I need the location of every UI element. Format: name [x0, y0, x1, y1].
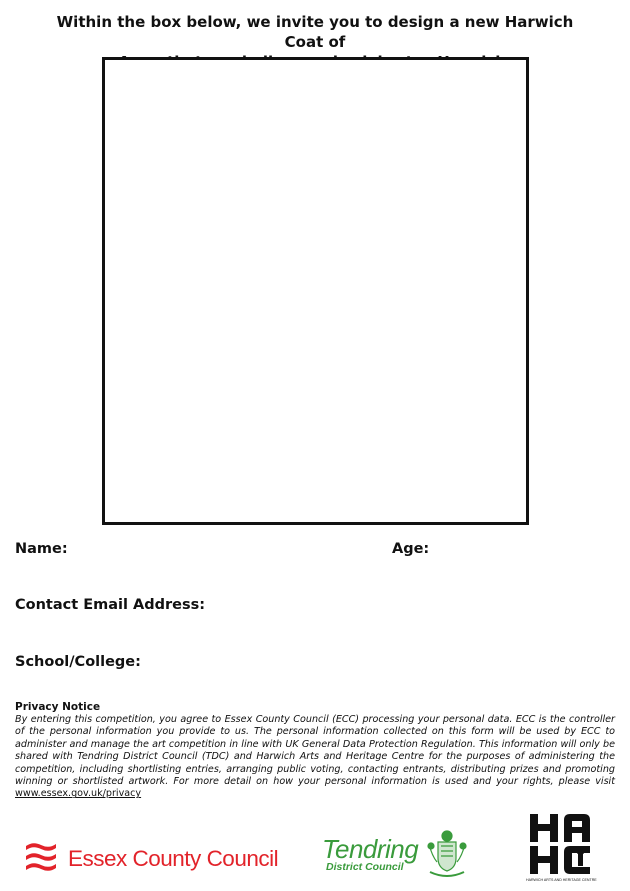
hahc-logo-caption: HARWICH ARTS AND HERITAGE CENTRE — [526, 878, 597, 882]
tdc-logo-name: Tendring — [322, 834, 419, 864]
age-label: Age: — [392, 541, 430, 557]
privacy-heading: Privacy Notice — [15, 701, 101, 713]
hahc-logo-icon — [526, 812, 596, 878]
tdc-logo-subtitle: District Council — [326, 861, 404, 873]
ecc-logo-text: Essex County Council — [68, 846, 279, 871]
tdc-logo — [322, 828, 467, 880]
design-box[interactable] — [102, 57, 529, 525]
ecc-logo — [24, 840, 279, 880]
coat-of-arms-crest-icon — [425, 828, 469, 880]
email-label: Contact Email Address: — [15, 597, 206, 613]
school-label: School/College: — [15, 654, 141, 670]
name-label: Name: — [15, 541, 68, 557]
privacy-notice — [15, 714, 615, 801]
privacy-link[interactable]: www.essex.gov.uk/privacy — [15, 788, 142, 800]
title-line-1: Within the box below, we invite you to design a new Harwich Coat of — [56, 13, 574, 51]
hahc-logo — [526, 812, 596, 886]
privacy-body-text: By entering this competition, you agree to Essex County Council (ECC) processing your personal data. ECC is the controller of the personal information you provide to us. The personal information collected on this form will be used by ECC to administer and manage the art competition in line with UK General Data Protection Regulation. This information will only be shared with Tendring District Council (TDC) and Harwich Arts and Heritage Centre for the purposes of administering the competition, including shortlisting entries, arranging public voting, contacting entrants, distributing prizes and promoting winning or shortlisted artwork. For more detail on how your personal information is used and your rights, please visit — [15, 714, 615, 788]
ecc-river-mark-icon — [24, 840, 58, 876]
